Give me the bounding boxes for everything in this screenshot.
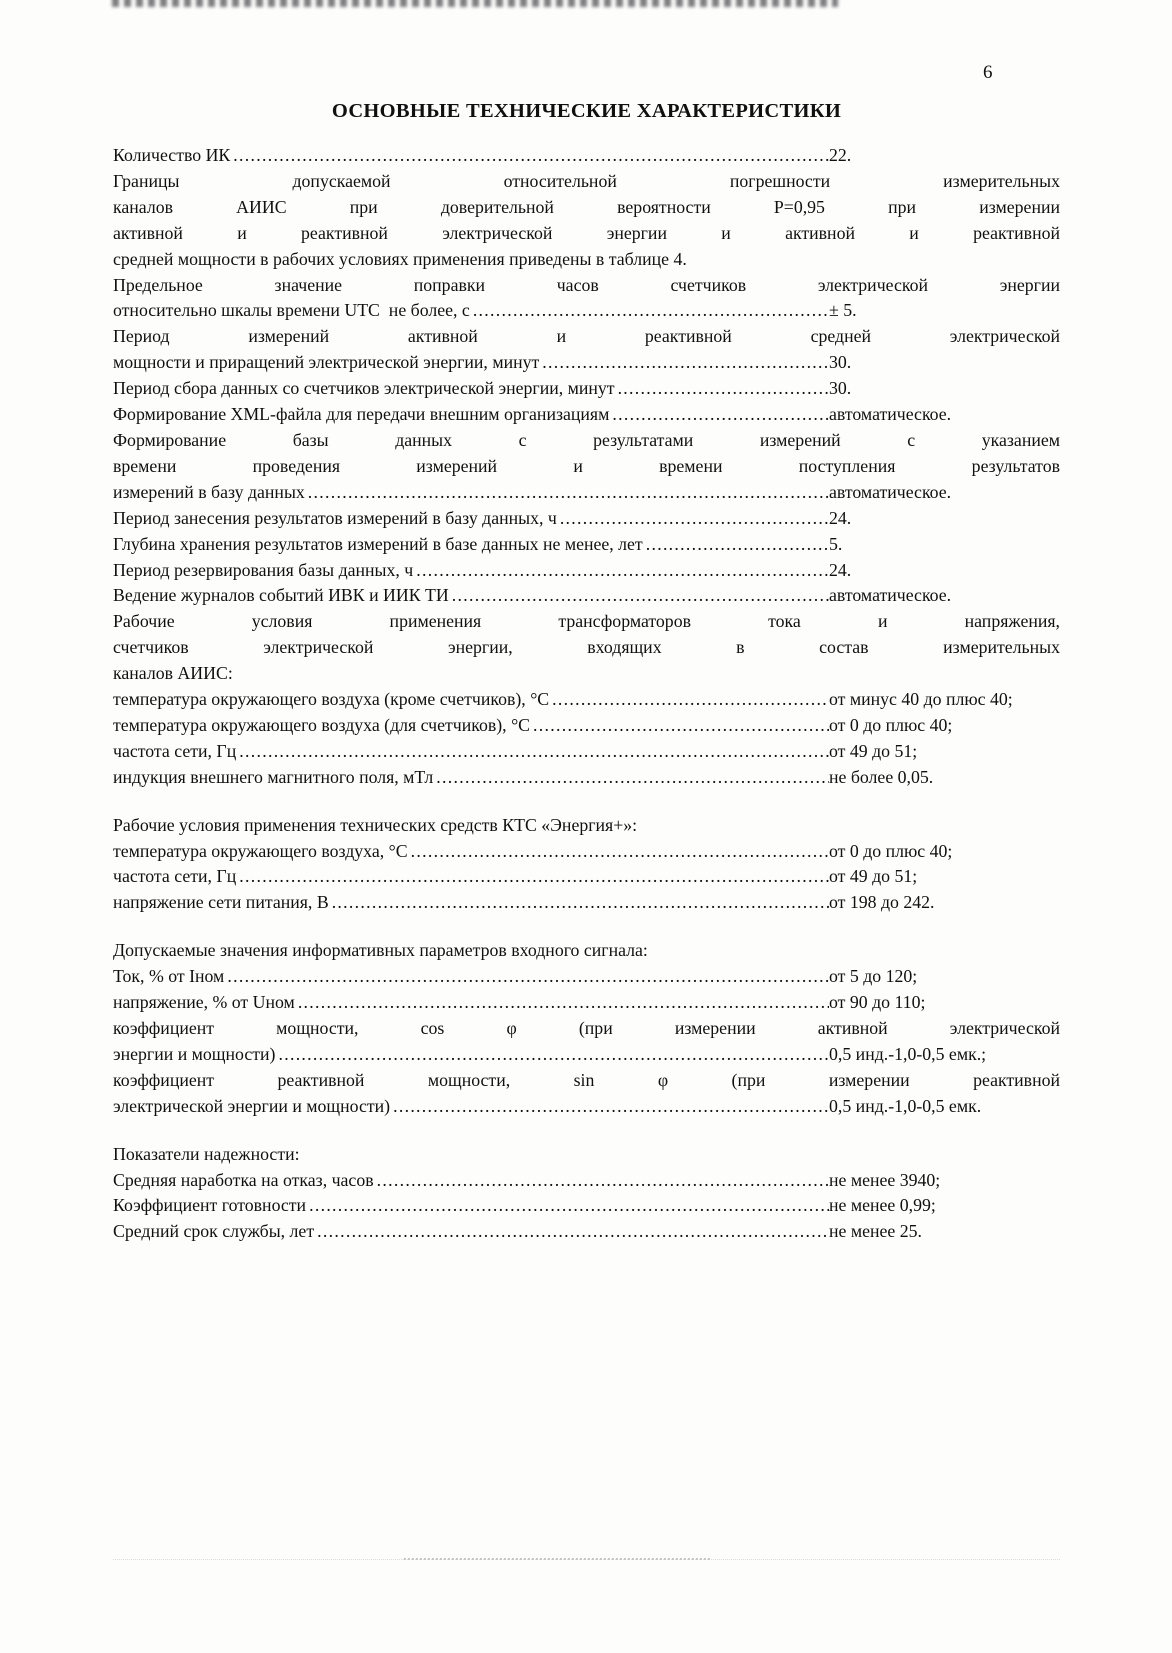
spec-label: температура окружающего воздуха (кроме счетчиков), °С bbox=[113, 689, 550, 710]
spec-row bbox=[113, 298, 1060, 324]
spec-label: Период сбора данных со счетчиков электрической энергии, минут bbox=[113, 378, 615, 399]
spec-row bbox=[113, 739, 1060, 765]
paragraph-line: каналов АИИС при доверительной вероятности Р=0,95 при измерении bbox=[113, 196, 1060, 217]
spec-value: 30. bbox=[829, 352, 852, 373]
spec-value: ± 5. bbox=[829, 300, 857, 321]
spacer bbox=[113, 791, 1060, 813]
spec-label: энергии и мощности) bbox=[113, 1043, 276, 1064]
spec-row bbox=[113, 1168, 1060, 1194]
spec-row bbox=[113, 506, 1060, 532]
spec-row bbox=[113, 532, 1060, 558]
spec-label: Глубина хранения результатов измерений в базе данных не менее, лет bbox=[113, 533, 643, 554]
spec-row bbox=[113, 839, 1060, 865]
paragraph-line: Рабочие условия применения трансформаторов тока и напряжения, bbox=[113, 611, 1060, 632]
dot-leader bbox=[236, 864, 829, 890]
paragraph-line: активной и реактивной электрической энергии и активной и реактивной bbox=[113, 222, 1060, 243]
spec-label: Количество ИК bbox=[113, 145, 231, 165]
dot-leader bbox=[557, 506, 829, 532]
paragraph-line: счетчиков электрической энергии, входящих в состав измерительных bbox=[113, 637, 1060, 658]
spec-row bbox=[113, 402, 1060, 428]
spec-label: относительно шкалы времени UTC не более, с bbox=[113, 300, 470, 321]
scan-artifact-bottom-2 bbox=[113, 1559, 1060, 1560]
spec-row bbox=[113, 350, 1060, 376]
paragraph-line: Рабочие условия применения технических средств КТС «Энергия+»: bbox=[113, 814, 638, 835]
spec-row bbox=[113, 480, 1060, 506]
spec-label: Коэффициент готовности bbox=[113, 1195, 307, 1216]
dot-leader bbox=[408, 839, 829, 865]
dot-leader bbox=[609, 402, 829, 428]
spec-label: Средняя наработка на отказ, часов bbox=[113, 1169, 374, 1190]
spacer bbox=[113, 1120, 1060, 1142]
paragraph-line: Границы допускаемой относительной погрешности измерительных bbox=[113, 170, 1060, 191]
spec-value: не менее 0,99; bbox=[829, 1195, 936, 1216]
spec-label: электрической энергии и мощности) bbox=[113, 1095, 391, 1116]
spec-label: частота сети, Гц bbox=[113, 866, 237, 887]
spec-row bbox=[113, 1193, 1060, 1219]
spec-label: Период занесения результатов измерений в базу данных, ч bbox=[113, 507, 557, 528]
spec-label: индукция внешнего магнитного поля, мТл bbox=[113, 766, 434, 787]
dot-leader bbox=[295, 990, 829, 1016]
spec-value: 5. bbox=[829, 533, 843, 554]
spec-label: Ток, % от Iном bbox=[113, 966, 225, 987]
spec-pre-line: времени проведения измерений и времени поступления результатов bbox=[113, 455, 1060, 476]
spec-value: от 0 до плюс 40; bbox=[829, 714, 953, 735]
spec-list bbox=[113, 143, 1060, 1245]
dot-leader bbox=[390, 1094, 829, 1120]
dot-leader bbox=[306, 1193, 829, 1219]
spec-label: температура окружающего воздуха (для счетчиков), °С bbox=[113, 714, 531, 735]
dot-leader bbox=[549, 687, 829, 713]
spec-label: Средний срок службы, лет bbox=[113, 1221, 315, 1242]
dot-leader bbox=[224, 964, 829, 990]
spec-label: измерений в базу данных bbox=[113, 481, 305, 502]
spec-row bbox=[113, 713, 1060, 739]
spec-label: Период резервирования базы данных, ч bbox=[113, 559, 414, 580]
spec-label: Формирование XML-файла для передачи внешним организациям bbox=[113, 404, 610, 425]
spec-row bbox=[113, 143, 1060, 169]
spacer bbox=[113, 916, 1060, 938]
spec-row bbox=[113, 990, 1060, 1016]
spec-pre-line: Формирование базы данных с результатами измерений с указанием bbox=[113, 429, 1060, 450]
page-number: 6 bbox=[983, 62, 993, 83]
dot-leader bbox=[236, 739, 829, 765]
spec-value: не менее 25. bbox=[829, 1221, 922, 1242]
spec-row bbox=[113, 964, 1060, 990]
spec-row bbox=[113, 376, 1060, 402]
spec-value: 0,5 инд.-1,0-0,5 емк. bbox=[829, 1095, 982, 1116]
dot-leader bbox=[275, 1042, 829, 1068]
spec-value: от 5 до 120; bbox=[829, 966, 918, 987]
spec-value: от 90 до 110; bbox=[829, 992, 926, 1013]
spec-value: автоматическое. bbox=[829, 585, 952, 606]
spec-row bbox=[113, 1094, 1060, 1120]
dot-leader bbox=[449, 583, 829, 609]
dot-leader bbox=[230, 143, 829, 169]
spec-value: 24. bbox=[829, 507, 852, 528]
spec-label: напряжение, % от Uном bbox=[113, 992, 295, 1013]
dot-leader bbox=[329, 890, 829, 916]
spec-row bbox=[113, 1219, 1060, 1245]
paragraph-line: каналов АИИС: bbox=[113, 663, 233, 684]
spec-value: 22. bbox=[829, 145, 852, 165]
spec-value: от минус 40 до плюс 40; bbox=[829, 689, 1013, 710]
paragraph-line: Показатели надежности: bbox=[113, 1143, 300, 1164]
spec-label: температура окружающего воздуха, °С bbox=[113, 840, 408, 861]
spec-value: 0,5 инд.-1,0-0,5 емк.; bbox=[829, 1043, 987, 1064]
spec-row bbox=[113, 583, 1060, 609]
dot-leader bbox=[615, 376, 829, 402]
spec-value: автоматическое. bbox=[829, 404, 952, 425]
dot-leader bbox=[305, 480, 829, 506]
dot-leader bbox=[314, 1219, 829, 1245]
paragraph-line: Допускаемые значения информативных параметров входного сигнала: bbox=[113, 940, 648, 961]
paragraph-line: средней мощности в рабочих условиях применения приведены в таблице 4. bbox=[113, 248, 687, 269]
dot-leader bbox=[433, 765, 829, 791]
spec-value: от 0 до плюс 40; bbox=[829, 840, 953, 861]
spec-row bbox=[113, 558, 1060, 584]
spec-value: от 49 до 51; bbox=[829, 866, 918, 887]
spec-pre-line: коэффициент реактивной мощности, sin φ (при измерении реактивной bbox=[113, 1069, 1060, 1090]
spec-row bbox=[113, 864, 1060, 890]
spec-pre-line: Предельное значение поправки часов счетчиков электрической энергии bbox=[113, 274, 1060, 295]
spec-value: автоматическое. bbox=[829, 481, 952, 502]
dot-leader bbox=[643, 532, 829, 558]
spec-value: от 198 до 242. bbox=[829, 892, 935, 913]
dot-leader bbox=[530, 713, 829, 739]
spec-pre-line: коэффициент мощности, cos φ (при измерении активной электрической bbox=[113, 1018, 1060, 1038]
spec-value: от 49 до 51; bbox=[829, 740, 918, 761]
dot-leader bbox=[374, 1168, 829, 1194]
spec-label: напряжение сети питания, В bbox=[113, 892, 329, 913]
scan-artifact-top bbox=[112, 0, 838, 7]
spec-row bbox=[113, 890, 1060, 916]
dot-leader bbox=[539, 350, 829, 376]
spec-value: не менее 3940; bbox=[829, 1169, 941, 1190]
spec-label: частота сети, Гц bbox=[113, 740, 237, 761]
spec-row bbox=[113, 687, 1060, 713]
spec-label: Ведение журналов событий ИВК и ИИК ТИ bbox=[113, 585, 449, 606]
spec-pre-line: Период измерений активной и реактивной средней электрической bbox=[113, 326, 1060, 347]
page-title: ОСНОВНЫЕ ТЕХНИЧЕСКИЕ ХАРАКТЕРИСТИКИ bbox=[331, 100, 842, 122]
spec-value: 30. bbox=[829, 378, 852, 399]
spec-row bbox=[113, 1042, 1060, 1068]
dot-leader bbox=[413, 558, 829, 584]
spec-label: мощности и приращений электрической энергии, минут bbox=[113, 352, 540, 373]
spec-row bbox=[113, 765, 1060, 791]
spec-value: не более 0,05. bbox=[829, 766, 934, 787]
spec-value: 24. bbox=[829, 559, 852, 580]
dot-leader bbox=[470, 298, 829, 324]
